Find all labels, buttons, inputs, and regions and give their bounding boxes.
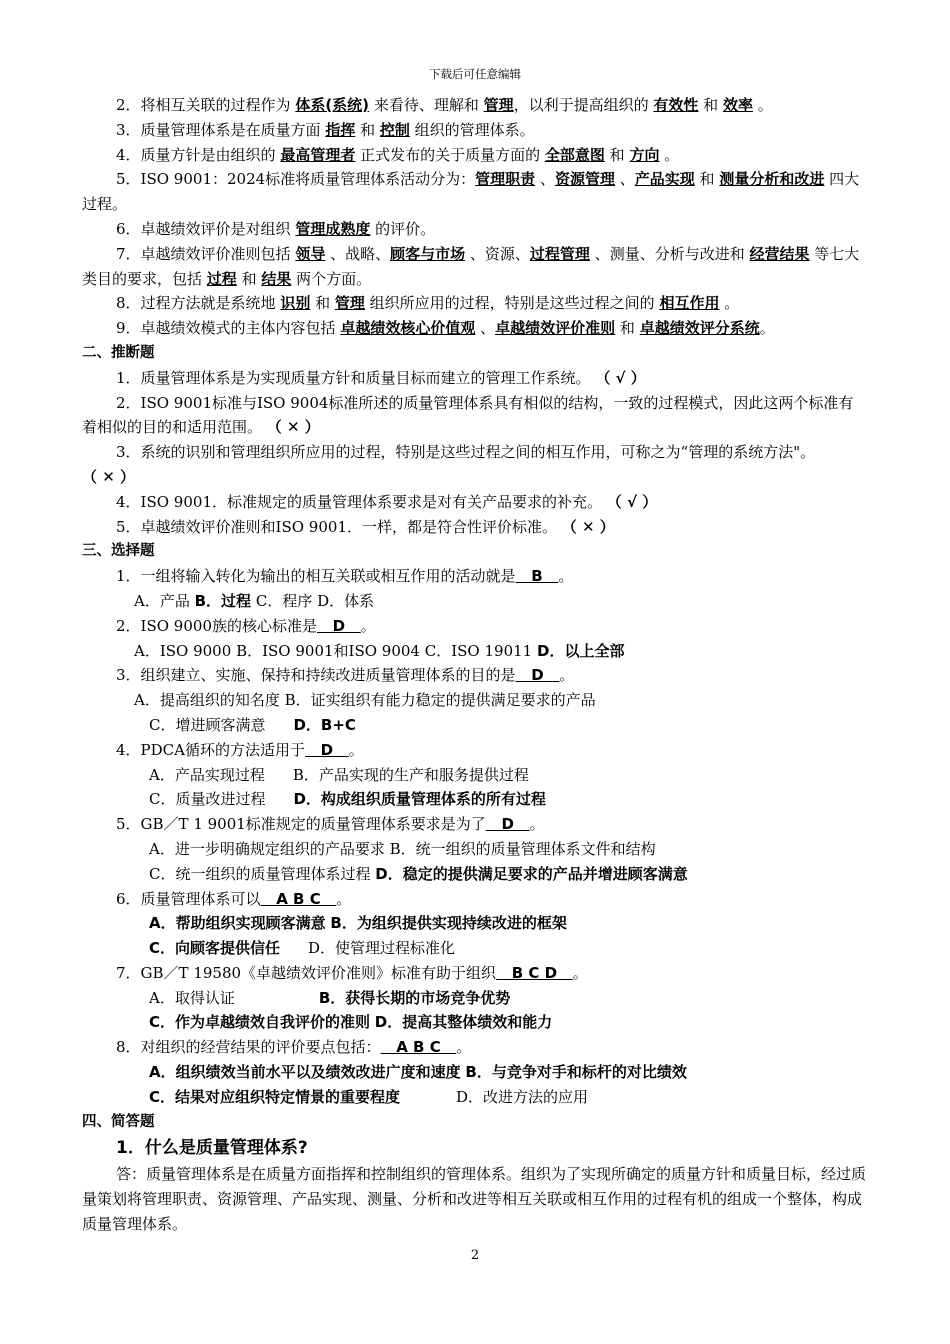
judge-text: 2．ISO 9001标准与ISO 9004标准所述的质量管理体系具有相似的结构，一致的过程模式，因此这两个标准有着相似的目的和适用范围。 bbox=[82, 393, 854, 437]
fill-item-4 bbox=[82, 143, 868, 168]
question-stem: 3．组织建立、实施、保持和持续改进质量管理体系的目的是 bbox=[116, 666, 516, 685]
option-b: B．获得长期的市场竞争优势 bbox=[318, 988, 511, 1007]
question-answer: D bbox=[317, 616, 361, 635]
choice-options bbox=[82, 639, 868, 664]
choice-question-1 bbox=[82, 564, 868, 589]
choice-options bbox=[82, 787, 868, 812]
text: 、 bbox=[475, 319, 496, 338]
answer: 识别 bbox=[280, 294, 311, 313]
choice-options bbox=[82, 986, 868, 1011]
option-d: D．体系 bbox=[317, 591, 375, 610]
option-d: D．构成组织质量管理体系的所有过程 bbox=[293, 790, 546, 809]
question-stem: 8．对组织的经营结果的评价要点包括： bbox=[116, 1038, 381, 1057]
option-d: D．改进方法的应用 bbox=[456, 1087, 589, 1106]
option-c: C．质量改进过程 bbox=[149, 790, 266, 809]
answer: 全部意图 bbox=[544, 145, 605, 164]
fill-item-6 bbox=[82, 217, 868, 242]
choice-options bbox=[82, 589, 868, 614]
option-b: B．ISO 9001和ISO 9004 bbox=[236, 641, 420, 660]
short-answer-text: 答：质量管理体系是在质量方面指挥和控制组织的管理体系。组织为了实现所确定的质量方针和质量目标，经过质量策划将管理职责、资源管理、产品实现、测量、分析和改进等相互关联或相互作用的过程有机的组成一个整体，构成质量管理体系。 bbox=[82, 1165, 867, 1234]
short-answer-question: 1．什么是质量管理体系? bbox=[116, 1138, 308, 1159]
text: 、战略、 bbox=[325, 244, 391, 263]
text: 和 bbox=[604, 145, 630, 164]
text: 四大过程。 bbox=[82, 170, 860, 214]
text: 5．ISO 9001：2024标准将质量管理体系活动分为： bbox=[116, 170, 476, 189]
fill-item-8 bbox=[82, 291, 868, 316]
section-heading: 三、选择题 bbox=[82, 543, 155, 560]
answer: 方向 bbox=[629, 145, 660, 164]
text: 。 bbox=[348, 740, 364, 759]
fill-item-9 bbox=[82, 316, 868, 341]
option-d: D．B+C bbox=[293, 715, 356, 734]
option-b: B．过程 bbox=[194, 591, 252, 610]
text: 6．卓越绩效评价是对组织 bbox=[116, 219, 296, 238]
text: 、测量、分析与改进和 bbox=[589, 244, 750, 263]
text: 正式发布的关于质量方面的 bbox=[355, 145, 545, 164]
choice-options bbox=[82, 862, 868, 887]
option-a: A．进一步明确规定组织的产品要求 bbox=[149, 839, 385, 858]
text: 组织的管理体系。 bbox=[409, 120, 535, 139]
judge-mark: （ ✕ ） bbox=[266, 418, 320, 437]
answer: 领导 bbox=[295, 244, 326, 263]
option-c: C．程序 bbox=[255, 591, 313, 610]
choice-question-3 bbox=[82, 663, 868, 688]
text: 来看待、理解和 bbox=[369, 96, 484, 114]
answer: 控制 bbox=[379, 120, 410, 139]
text: 和 bbox=[310, 294, 335, 313]
text: 。 bbox=[558, 567, 574, 586]
choice-options bbox=[82, 1085, 868, 1110]
option-c: C．增进顾客满意 bbox=[149, 715, 266, 734]
answer: 卓越绩效评价准则 bbox=[495, 319, 616, 338]
answer: 卓越绩效评分系统 bbox=[639, 319, 760, 338]
choice-options bbox=[82, 713, 868, 738]
option-d: D．稳定的提供满足要求的产品并增进顾客满意 bbox=[375, 864, 688, 883]
judge-mark: （ √ ） bbox=[595, 368, 646, 387]
answer: 经营结果 bbox=[749, 244, 810, 263]
answer: 测量分析和改进 bbox=[719, 170, 825, 189]
choice-options bbox=[82, 911, 868, 936]
text: 、资源、 bbox=[465, 244, 530, 263]
section-heading: 四、简答题 bbox=[82, 1113, 155, 1130]
option-a: A．取得认证 bbox=[149, 988, 235, 1007]
choice-question-8 bbox=[82, 1035, 868, 1060]
text: 。 bbox=[659, 145, 680, 164]
judge-mark: （ ✕ ） bbox=[82, 467, 136, 486]
option-c: C．结果对应组织特定情景的重要程度 bbox=[149, 1087, 401, 1106]
question-answer: A B C bbox=[380, 1038, 457, 1057]
text: 。 bbox=[456, 1038, 472, 1057]
judge-mark: （ √ ） bbox=[606, 492, 658, 511]
option-a: A．产品 bbox=[134, 591, 190, 610]
text: 和 bbox=[615, 319, 640, 338]
option-c: C．统一组织的质量管理体系过程 bbox=[149, 864, 371, 883]
option-a: A．ISO 9000 bbox=[134, 641, 232, 660]
text: 7．卓越绩效评价准则包括 bbox=[116, 244, 296, 263]
option-d: D．使管理过程标准化 bbox=[308, 939, 456, 958]
question-answer: D bbox=[485, 815, 530, 834]
fill-item-5 bbox=[82, 167, 868, 217]
question-answer: B bbox=[515, 567, 559, 586]
document-body bbox=[82, 93, 868, 1237]
text: 的评价。 bbox=[370, 219, 436, 238]
judge-text: 4．ISO 9001．标准规定的质量管理体系要求是对有关产品要求的补充。 bbox=[116, 492, 602, 511]
text: 9．卓越绩效模式的主体内容包括 bbox=[116, 319, 341, 338]
question-stem: 5．GB／T 1 9001标准规定的质量管理体系要求是为了 bbox=[116, 815, 486, 834]
text: 。 bbox=[336, 889, 352, 908]
text: 。 bbox=[529, 815, 545, 834]
answer: 管理职责 bbox=[475, 170, 536, 189]
answer: 管理 bbox=[483, 96, 514, 114]
answer: 顾客与市场 bbox=[390, 244, 466, 263]
question-answer: D bbox=[515, 666, 560, 685]
answer: 资源管理 bbox=[554, 170, 615, 189]
page-header: 下载后可任意编辑 bbox=[429, 67, 521, 81]
text: 和 bbox=[355, 120, 380, 139]
choice-options bbox=[82, 763, 868, 788]
question-stem: 1．一组将输入转化为输出的相互关联或相互作用的活动就是 bbox=[116, 567, 516, 586]
choice-options bbox=[82, 1060, 868, 1085]
text: ，以利于提高组织的 bbox=[513, 96, 654, 114]
choice-options bbox=[82, 688, 868, 713]
option-a: A．帮助组织实现顾客满意 bbox=[149, 914, 326, 933]
judge-item-1 bbox=[82, 366, 868, 391]
text: 3．质量管理体系是在质量方面 bbox=[116, 120, 326, 139]
option-b: B．产品实现的生产和服务提供过程 bbox=[292, 765, 529, 784]
choice-options bbox=[82, 936, 868, 961]
answer: 产品实现 bbox=[634, 170, 695, 189]
answer: 管理 bbox=[334, 294, 365, 313]
option-b: B．为组织提供实现持续改进的框架 bbox=[330, 914, 567, 933]
option-c: C．作为卓越绩效自我评价的准则 bbox=[149, 1013, 371, 1032]
choice-options bbox=[82, 1010, 868, 1035]
text: 、 bbox=[535, 170, 555, 189]
judge-item-5 bbox=[82, 515, 868, 540]
text: 组织所应用的过程，特别是这些过程之间的 bbox=[364, 294, 660, 313]
text: 2．将相互关联的过程作为 bbox=[116, 96, 296, 114]
option-b: B．与竞争对手和标杆的对比绩效 bbox=[465, 1063, 687, 1082]
option-d: D．提高其整体绩效和能力 bbox=[374, 1013, 553, 1032]
judge-item-4 bbox=[82, 490, 868, 515]
fill-item-7 bbox=[82, 242, 868, 292]
text: 和 bbox=[694, 170, 720, 189]
text: 。 bbox=[360, 616, 376, 635]
section-heading: 二、推断题 bbox=[82, 344, 155, 361]
choice-question-7 bbox=[82, 961, 868, 986]
option-a: A．组织绩效当前水平以及绩效改进广度和速度 bbox=[149, 1063, 461, 1082]
judge-text: 1．质量管理体系是为实现质量方针和质量目标而建立的管理工作系统。 bbox=[116, 368, 591, 387]
question-stem: 6．质量管理体系可以 bbox=[116, 889, 261, 908]
answer: 过程管理 bbox=[529, 244, 590, 263]
text: 。 bbox=[759, 319, 775, 338]
question-answer: A B C bbox=[260, 889, 337, 908]
option-c: C．ISO 19011 bbox=[424, 641, 533, 660]
answer: 相互作用 bbox=[659, 294, 720, 313]
judge-text: 3．系统的识别和管理组织所应用的过程，特别是这些过程之间的相互作用，可称之为“管理的系统方法"。 bbox=[116, 443, 816, 462]
judge-item-2 bbox=[82, 391, 868, 441]
choice-question-5 bbox=[82, 812, 868, 837]
option-a: A．产品实现过程 bbox=[149, 765, 265, 784]
option-d: D．以上全部 bbox=[537, 641, 625, 660]
text: 和 bbox=[698, 96, 723, 114]
answer: 体系(系统) bbox=[295, 96, 370, 114]
text: 8．过程方法就是系统地 bbox=[116, 294, 281, 313]
text: 4．质量方针是由组织的 bbox=[116, 145, 281, 164]
question-stem: 2．ISO 9000族的核心标准是 bbox=[116, 616, 317, 635]
text: 。 bbox=[752, 96, 773, 114]
page-number: 2 bbox=[470, 1248, 480, 1263]
option-b: B．统一组织的质量管理体系文件和结构 bbox=[389, 839, 656, 858]
question-stem: 4．PDCA循环的方法适用于 bbox=[116, 740, 305, 759]
text: 两个方面。 bbox=[291, 269, 372, 288]
answer: 有效性 bbox=[653, 96, 699, 114]
option-a: A．提高组织的知名度 bbox=[134, 691, 280, 710]
fill-item-2 bbox=[82, 93, 868, 118]
answer: 过程 bbox=[206, 269, 237, 288]
option-c: C．向顾客提供信任 bbox=[149, 939, 281, 958]
fill-item-3 bbox=[82, 118, 868, 143]
answer: 卓越绩效核心价值观 bbox=[340, 319, 476, 338]
text: 等七大类目的要求，包括 bbox=[82, 244, 860, 288]
choice-options bbox=[82, 837, 868, 862]
question-answer: B C D bbox=[496, 963, 573, 982]
answer: 最高管理者 bbox=[280, 145, 356, 164]
choice-question-4 bbox=[82, 738, 868, 763]
text: 。 bbox=[572, 963, 588, 982]
text: 。 bbox=[559, 666, 575, 685]
answer: 效率 bbox=[722, 96, 753, 114]
question-stem: 7．GB／T 19580《卓越绩效评价准则》标准有助于组织 bbox=[116, 963, 497, 982]
judge-item-3 bbox=[82, 440, 868, 490]
text: 和 bbox=[236, 269, 262, 288]
answer: 指挥 bbox=[325, 120, 356, 139]
choice-question-6 bbox=[82, 887, 868, 912]
question-answer: D bbox=[304, 740, 349, 759]
answer: 结果 bbox=[261, 269, 292, 288]
choice-question-2 bbox=[82, 614, 868, 639]
judge-text: 5．卓越绩效评价准则和ISO 9001．一样，都是符合性评价标准。 bbox=[116, 517, 557, 536]
text: 。 bbox=[719, 294, 740, 313]
answer: 管理成熟度 bbox=[295, 219, 371, 238]
option-b: B．证实组织有能力稳定的提供满足要求的产品 bbox=[284, 691, 596, 710]
text: 、 bbox=[614, 170, 635, 189]
judge-mark: （ ✕ ） bbox=[561, 517, 615, 536]
